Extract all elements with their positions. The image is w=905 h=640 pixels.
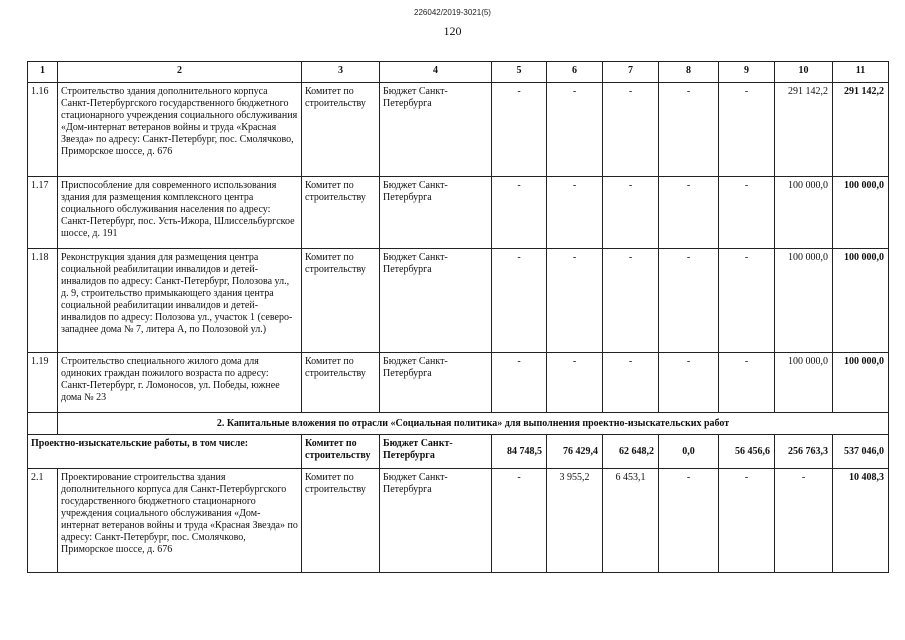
value-col10: 256 763,3 xyxy=(775,435,833,469)
funding-source: Бюджет Санкт-Петербурга xyxy=(380,353,492,413)
value-col8: 0,0 xyxy=(659,435,719,469)
value-col7: - xyxy=(603,177,659,249)
table-row xyxy=(28,469,889,573)
customer: Комитет по строительству xyxy=(302,353,380,413)
value-col6: - xyxy=(547,83,603,177)
value-col9: - xyxy=(719,353,775,413)
table-row xyxy=(28,177,889,249)
value-col8: - xyxy=(659,469,719,573)
value-col7: 62 648,2 xyxy=(603,435,659,469)
column-header: 6 xyxy=(547,62,603,83)
table-row xyxy=(28,83,889,177)
column-header: 11 xyxy=(833,62,889,83)
capital-investment-table xyxy=(27,61,889,573)
value-col5: - xyxy=(492,83,547,177)
customer: Комитет по строительству xyxy=(302,435,380,469)
document-number: 226042/2019-3021(5) xyxy=(414,8,491,17)
row-index: 1.19 xyxy=(28,353,58,413)
funding-source: Бюджет Санкт-Петербурга xyxy=(380,249,492,353)
page-number: 120 xyxy=(443,24,462,38)
value-col5: - xyxy=(492,249,547,353)
value-col10: 100 000,0 xyxy=(775,353,833,413)
value-col9: - xyxy=(719,469,775,573)
value-col5: - xyxy=(492,353,547,413)
value-col6: - xyxy=(547,177,603,249)
table-row xyxy=(28,249,889,353)
column-header: 7 xyxy=(603,62,659,83)
subtotal-label: Проектно-изыскательские работы, в том числе: xyxy=(28,435,302,469)
funding-source: Бюджет Санкт-Петербурга xyxy=(380,435,492,469)
customer: Комитет по строительству xyxy=(302,83,380,177)
object-name: Проектирование строительства здания дополнительного корпуса для Санкт-Петербургского государственного бюджетного стационарного учреждения социального обслуживания «Дом-интернат ветеранов войны и труда «Красная Звезда» по адресу: Санкт-Петербург, пос. Смолячково, Приморское шоссе, д. 676 xyxy=(58,469,302,573)
value-col5: 84 748,5 xyxy=(492,435,547,469)
total-col11: 100 000,0 xyxy=(833,177,889,249)
customer: Комитет по строительству xyxy=(302,469,380,573)
row-index: 1.17 xyxy=(28,177,58,249)
value-col7: - xyxy=(603,353,659,413)
value-col6: 76 429,4 xyxy=(547,435,603,469)
column-header: 10 xyxy=(775,62,833,83)
total-col11: 100 000,0 xyxy=(833,353,889,413)
value-col9: - xyxy=(719,249,775,353)
column-header: 8 xyxy=(659,62,719,83)
customer: Комитет по строительству xyxy=(302,249,380,353)
column-header: 3 xyxy=(302,62,380,83)
value-col9: - xyxy=(719,177,775,249)
value-col10: 100 000,0 xyxy=(775,177,833,249)
table-header-row xyxy=(28,62,889,83)
value-col10: 291 142,2 xyxy=(775,83,833,177)
column-header: 4 xyxy=(380,62,492,83)
column-header: 2 xyxy=(58,62,302,83)
column-header: 5 xyxy=(492,62,547,83)
value-col7: - xyxy=(603,83,659,177)
object-name: Строительство специального жилого дома для одиноких граждан пожилого возраста по адресу: Санкт-Петербург, г. Ломоносов, ул. Победы, южнее дома № 23 xyxy=(58,353,302,413)
total-col11: 537 046,0 xyxy=(833,435,889,469)
section-title: 2. Капитальные вложения по отрасли «Социальная политика» для выполнения проектно-изыскательских работ xyxy=(58,413,889,435)
funding-source: Бюджет Санкт-Петербурга xyxy=(380,177,492,249)
value-col7: - xyxy=(603,249,659,353)
value-col10: 100 000,0 xyxy=(775,249,833,353)
value-col10: - xyxy=(775,469,833,573)
value-col8: - xyxy=(659,83,719,177)
funding-source: Бюджет Санкт-Петербурга xyxy=(380,83,492,177)
value-col9: 56 456,6 xyxy=(719,435,775,469)
object-name: Строительство здания дополнительного корпуса Санкт-Петербургского государственного бюджетного стационарного учреждения социального обслуживания «Дом-интернат ветеранов войны и труда «Красная Звезда» по адресу: Санкт-Петербург, пос. Смолячково, Приморское шоссе, д. 676 xyxy=(58,83,302,177)
value-col5: - xyxy=(492,469,547,573)
customer: Комитет по строительству xyxy=(302,177,380,249)
value-col7: 6 453,1 xyxy=(603,469,659,573)
object-name: Реконструкция здания для размещения центра социальной реабилитации инвалидов и детей-инвалидов по адресу: Санкт-Петербург, Полозова ул., д. 9, строительство примыкающего здания центра социальной реабилитации инвалидов и детей-инвалидов по адресу: Полозова ул., участок 1 (северо-западнее дома № 7, литера А, по Полозовой ул.) xyxy=(58,249,302,353)
value-col6: - xyxy=(547,353,603,413)
funding-source: Бюджет Санкт-Петербурга xyxy=(380,469,492,573)
value-col6: - xyxy=(547,249,603,353)
section-index-cell xyxy=(28,413,58,435)
subtotal-row xyxy=(28,435,889,469)
table-row xyxy=(28,353,889,413)
row-index: 1.16 xyxy=(28,83,58,177)
value-col6: 3 955,2 xyxy=(547,469,603,573)
value-col8: - xyxy=(659,353,719,413)
object-name: Приспособление для современного использования здания для размещения комплексного центра социального обслуживания населения по адресу: Санкт-Петербург, пос. Усть-Ижора, Шлиссельбургское шоссе, д. 191 xyxy=(58,177,302,249)
value-col8: - xyxy=(659,177,719,249)
total-col11: 100 000,0 xyxy=(833,249,889,353)
value-col8: - xyxy=(659,249,719,353)
value-col9: - xyxy=(719,83,775,177)
column-header: 9 xyxy=(719,62,775,83)
total-col11: 10 408,3 xyxy=(833,469,889,573)
row-index: 1.18 xyxy=(28,249,58,353)
value-col5: - xyxy=(492,177,547,249)
column-header: 1 xyxy=(28,62,58,83)
row-index: 2.1 xyxy=(28,469,58,573)
total-col11: 291 142,2 xyxy=(833,83,889,177)
section-row xyxy=(28,413,889,435)
